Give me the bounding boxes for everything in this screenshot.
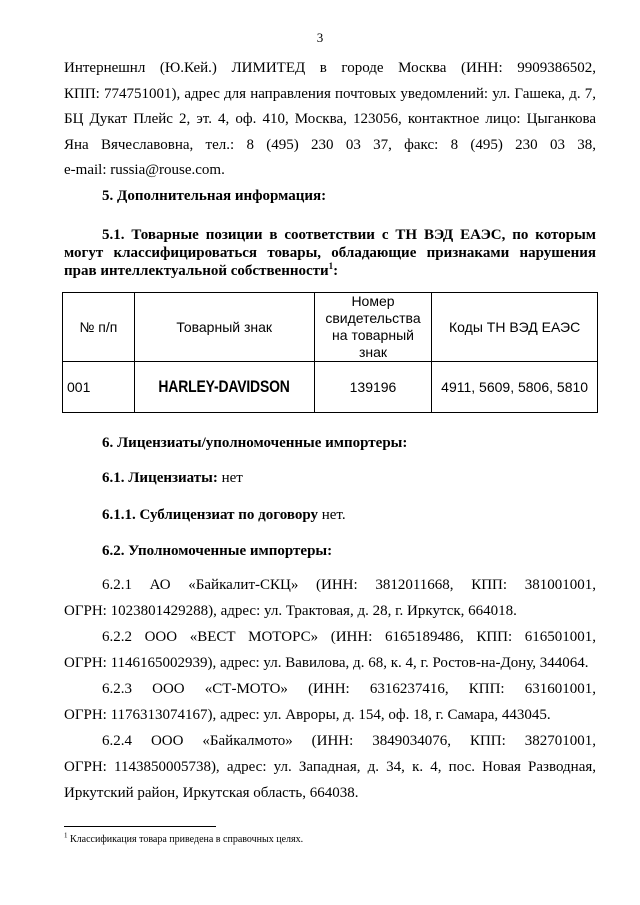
row-num: 001 [63,362,135,413]
section-6-1-1-value: нет. [317,507,346,523]
importer-line: 6.2.1 АО «Байкалит-СКЦ» (ИНН: 3812011668, КПП: 381001001, [102,577,596,593]
importer-line: ОГРН: 1146165002939), адрес: ул. Вавилова, д. 68, к. 4, г. Ростов-на-Дону, 344064. [64,655,589,671]
harley-davidson-wordmark: HARLEY-DAVIDSON [158,377,290,396]
importer-line: ОГРН: 1176313074167), адрес: ул. Авроры, д. 154, оф. 18, г. Самара, 443045. [64,707,551,723]
intro-line: КПП: 774751001), адрес для направления почтовых уведомлений: ул. Гашека, д. 7, [64,85,596,102]
section-5-heading: 5. Дополнительная информация: [102,188,327,204]
section-6-1-heading [102,470,243,487]
section-6-1-1-heading [102,507,346,524]
footnote-separator [64,826,216,827]
section-6-2-heading: 6.2. Уполномоченные импортеры: [102,543,333,559]
importer-line: 6.2.2 ООО «ВЕСТ МОТОРС» (ИНН: 6165189486, КПП: 616501001, [102,629,596,645]
trademark-table [62,292,598,413]
header-num: № п/п [63,293,135,362]
table-row [63,362,598,413]
intro-line: e-mail: russia@rouse.com. [64,162,225,178]
section-6-1-value: нет [217,470,243,486]
row-certificate: 139196 [314,362,431,413]
section-6-heading: 6. Лицензиаты/уполномоченные импортеры: [102,435,408,451]
importer-line: 6.2.3 ООО «СТ-МОТО» (ИНН: 6316237416, КПП: 631601001, [102,681,596,697]
footnote-number: 1 [64,831,68,840]
row-trademark [134,362,314,413]
section-6-1-title: 6.1. Лицензиаты: [102,470,218,486]
importer-item [64,624,596,676]
intro-line: Интернешнл (Ю.Кей.) ЛИМИТЕД в городе Москва (ИНН: 9909386502, [64,60,596,76]
section-5-1-heading [64,226,596,280]
section-6-1-1-title: 6.1.1. Сублицензиат по договору [102,507,318,523]
intro-line: БЦ Дукат Плейс 2, эт. 4, оф. 410, Москва, 123056, контактное лицо: Цыганкова [64,111,596,127]
importer-line: ОГРН: 1023801429288), адрес: ул. Трактовая, д. 28, г. Иркутск, 664018. [64,603,517,619]
intro-paragraph [64,56,596,184]
footnote [64,831,304,845]
footnote-text: Классификация товара приведена в справочных целях. [67,834,304,845]
importer-item [64,572,596,624]
importer-item [64,728,596,806]
importer-line: ОГРН: 1143850005738), адрес: ул. Западная, д. 34, к. 4, пос. Новая Разводная, [64,759,596,775]
header-trademark: Товарный знак [134,293,314,362]
section-5-1-suffix: : [333,263,339,279]
importer-line: Иркутский район, Иркутская область, 664038. [64,785,359,801]
table-header-row [63,293,598,362]
header-certificate: Номер свидетельства на товарный знак [314,293,431,362]
footnote-ref: 1 [328,261,334,271]
importer-item [64,676,596,728]
intro-line: Яна Вячеславовна, тел.: 8 (495) 230 03 37, факс: 8 (495) 230 03 38, [64,136,596,153]
importer-line: 6.2.4 ООО «Байкалмото» (ИНН: 3849034076, КПП: 382701001, [102,733,596,749]
row-codes: 4911, 5609, 5806, 5810 [432,362,598,413]
header-codes: Коды ТН ВЭД ЕАЭС [432,293,598,362]
page-number: 3 [316,30,324,45]
section-5-1-title: 5.1. Товарные позиции в соответствии с ТН ВЭД ЕАЭС, по которым могут классифицироваться товары, обладающие признаками нарушения прав интеллектуальной собственности [64,227,596,279]
